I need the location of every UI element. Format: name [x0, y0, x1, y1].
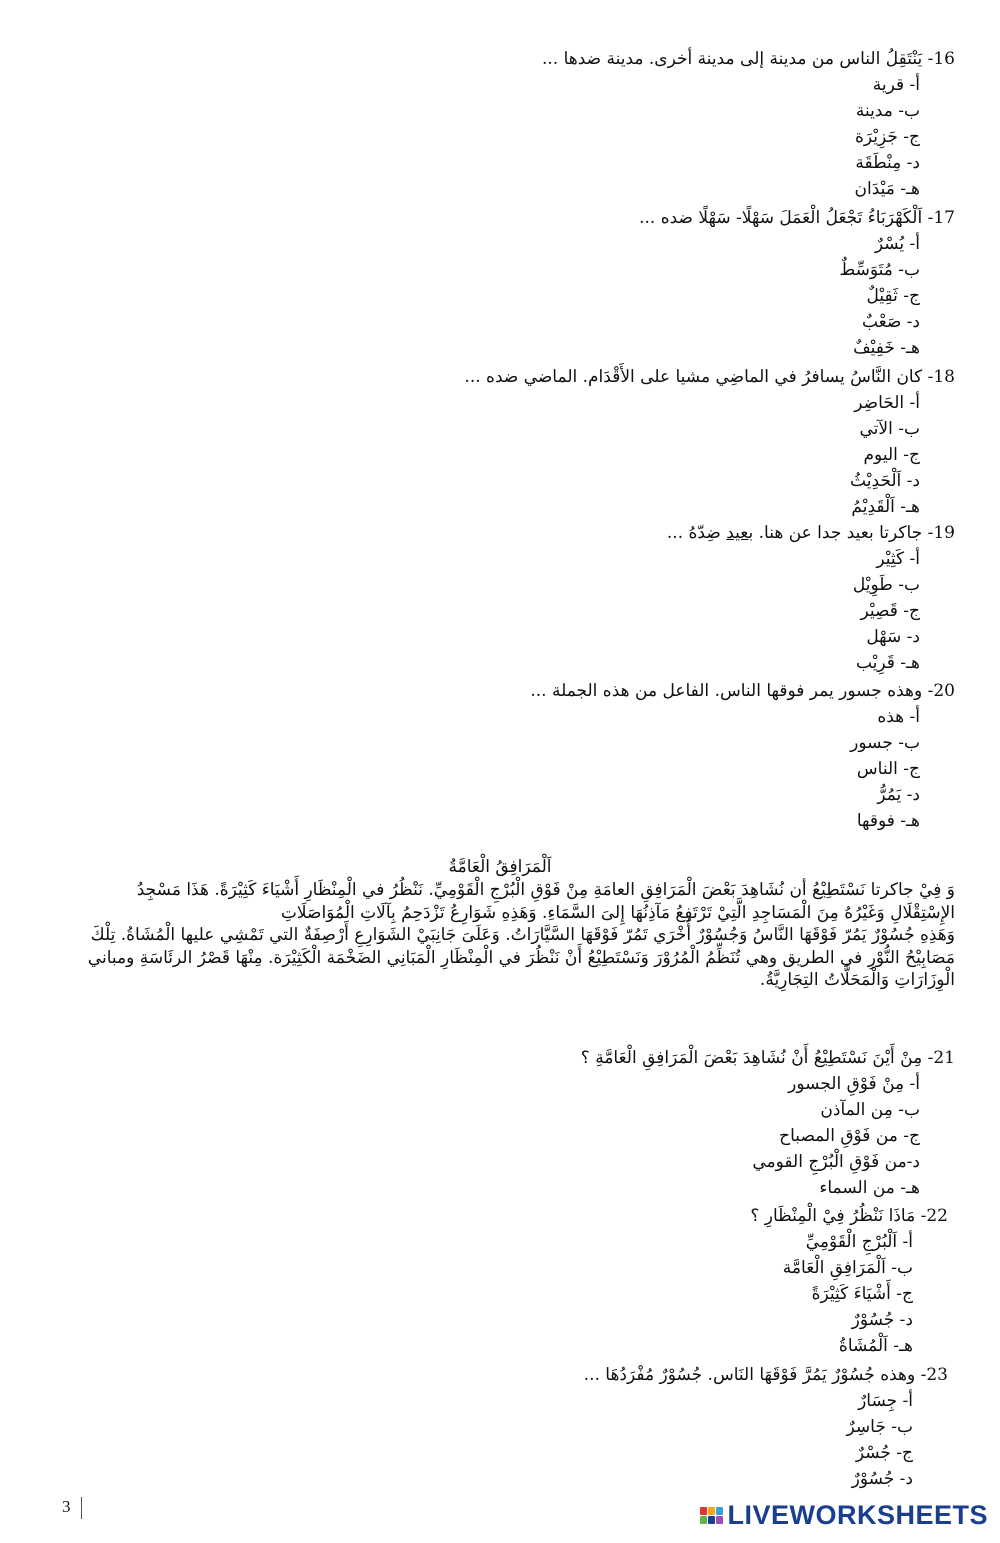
reading-text [45, 879, 955, 992]
question-stem: 17- اَلْكَهْرَبَاءُ تَجْعَلُ الْعَمَلَ سَهْلًا- سَهْلًا ضده ... [639, 208, 955, 228]
page-number: 3 [62, 1497, 71, 1516]
option-a[interactable]: أ- اَلْبُرْجِ الْقَوْمِيِّ [805, 1232, 913, 1252]
option-c[interactable]: ج- اليوم [863, 445, 920, 465]
question-stem: 23- وهذه جُسُوْرٌ يَمُرَّ فَوْقَهَا النَاس. جُسُوْرٌ مُفْرَدُهَا ... [583, 1365, 948, 1385]
option-a[interactable]: أ- جِسَارٌ [858, 1391, 913, 1411]
option-a[interactable]: أ- قرية [872, 75, 920, 95]
option-d[interactable]: د-من فَوْقِ الْبُرْجِ القومي [752, 1152, 920, 1172]
reading-line: الإِسْتِقْلَالِ وَغَيْرُهُ مِنَ الْمَسَاجِدِ الَّتِيْ تَرْتَفِعُ مَآذِنُهَا إِلىَ السَّمَاءِ. وَهَذِهِ شَوَارِعُ تَزْدَحِمُ بِآلَاتِ الْمُوَاصَلَاتِ [280, 902, 955, 923]
option-b[interactable]: ب- طَوِيْل [852, 575, 920, 595]
option-d[interactable]: د- سَهْل [866, 627, 920, 647]
option-e[interactable]: هـ- اَلْمُشَاةُ [838, 1336, 913, 1356]
option-c[interactable]: ج- الناس [856, 759, 920, 779]
question-22 [48, 1203, 948, 1359]
question-16 [55, 46, 955, 202]
stem-after: ضِدّهُ ... [666, 523, 727, 543]
option-d[interactable]: د- يَمُرُّ [877, 785, 920, 805]
option-d[interactable]: د- جُسُوْرٌ [851, 1469, 913, 1489]
question-17 [55, 205, 955, 361]
underlined-word: بعيد [726, 523, 754, 543]
question-stem [55, 520, 955, 546]
question-stem: 22- مَاذَا نَنْظُرُ فِيْ الْمِنْظَارِ ؟ [750, 1206, 948, 1226]
option-b[interactable]: ب- مُتَوَسِّطٌ [839, 260, 920, 280]
reading-line: وَهَذِهِ جُسُوْرٌ يَمُرّ فَوْقَهَا النَّاسُ وَجُسُوْرٌ أُخْرَي تَمُرّ فَوْقَهَا السَّيَّارَاتُ. وَعَلَىَ جَانِبَيْ الشَوَارِعِ أَرْصِفَةٌ التي تَمْشِي عليها الْمُشَاةُ. تِلْكَ [90, 925, 955, 945]
option-c[interactable]: ج- جَزِيْرَة [854, 127, 920, 147]
option-b[interactable]: ب- مِن المآذن [820, 1100, 920, 1120]
option-c[interactable]: ج- ثَقِيْلٌ [866, 286, 920, 306]
option-b[interactable]: ب- اَلْمَرَافِقِ الْعَامَّة [782, 1258, 913, 1278]
option-e[interactable]: هـ- خَفِيْفٌ [853, 338, 920, 358]
option-d[interactable]: د- اَلْحَدِيْثُ [850, 471, 920, 491]
option-d[interactable]: د- جُسُوْرٌ [851, 1310, 913, 1330]
question-21 [55, 1045, 955, 1201]
option-b[interactable]: ب- مدينة [855, 101, 920, 121]
option-d[interactable]: د- صَعْبٌ [861, 312, 920, 332]
option-e[interactable]: هـ- فوقها [856, 811, 920, 831]
footer-divider [81, 1497, 82, 1519]
option-b[interactable]: ب- جَاسِرٌ [846, 1417, 913, 1437]
option-b[interactable]: ب- جسور [850, 733, 920, 753]
option-a[interactable]: أ- مِنْ فَوْقِ الجسور [788, 1074, 920, 1094]
question-stem: 18- كان النَّاسُ يسافرُ في الماضِي مشيا على الأَقْدَام. الماضي ضده ... [464, 367, 955, 387]
stem-before: 19- جاكرتا بعيد جدا عن هنا. [753, 523, 955, 543]
question-18 [55, 364, 955, 520]
logo-grid-icon [700, 1507, 723, 1524]
option-c[interactable]: ج- من فَوْقِ المصباح [779, 1126, 920, 1146]
option-e[interactable]: هـ- قَرِيْب [855, 653, 920, 673]
reading-line: مَصَابِيْحُ النُّوْرِ في الطريق وهي تُنَظِّمُ الْمُرُوْرَ وَنَسْتَطِيْعُ أَنْ نَنْظُرَ في الْمِنْظَارِ الْمَبَانِي الضَخْمَة الْكَثِيْرَة. مِنْهَا قَصْرُ الرئَاسَةِ ومباني [87, 947, 955, 968]
option-b[interactable]: ب- الآتي [859, 419, 920, 439]
reading-passage [45, 855, 955, 992]
option-e[interactable]: هـ- مَيْدَان [854, 179, 920, 199]
brand-name: LIVEWORKSHEETS [727, 1500, 988, 1530]
option-d[interactable]: د- مِنْطَقَة [855, 153, 920, 173]
reading-line: الْوِزَارَاتِ وَالْمَحَلَّاتُ التِجَارِيَّةُ. [759, 970, 955, 990]
option-a[interactable]: أ- كَثِيْر [876, 549, 920, 569]
option-a[interactable]: أ- هذه [877, 707, 920, 727]
question-19 [55, 520, 955, 676]
option-a[interactable]: أ- يُسْرٌ [874, 234, 920, 254]
question-stem: 16- يَنْتَقِلُ الناس من مدينة إلى مدينة أخرى. مدينة ضدها ... [541, 49, 955, 69]
option-c[interactable]: ج- جُسْرٌ [855, 1443, 913, 1463]
question-stem: 21- مِنْ أَيْنَ نَسْتَطِيْعُ أَنْ نُشَاهِدَ بَعْضَ الْمَرَافِقِ الْعَامَّةِ ؟ [580, 1048, 955, 1068]
liveworksheets-logo[interactable] [700, 1500, 988, 1531]
option-c[interactable]: ج- أَشْيَاءَ كَثِيْرَةً [811, 1284, 913, 1304]
option-e[interactable]: هـ- اَلْقَدِيْمُ [851, 497, 920, 517]
reading-line: وَ فِيْ جاكرتا نَسْتَطِيْعُ أن نُشَاهِدَ بَعْضَ الْمَرَافِقِ العامَةِ مِنْ فَوْقِ الْبُرْجِ الْقَوْمِيِّ. نَنْظُرُ في الْمِنْظَارِ أَشْيَاءَ كَثِيْرَةً. هَذَا مَسْجِدُ [136, 880, 955, 900]
question-20 [55, 678, 955, 834]
question-23 [48, 1362, 948, 1492]
option-e[interactable]: هـ- من السماء [819, 1178, 920, 1198]
option-c[interactable]: ج- قَصِيْر [860, 601, 920, 621]
option-a[interactable]: أ- الحَاضِر [854, 393, 920, 413]
question-stem: 20- وهذه جسور يمر فوقها الناس. الفاعل من هذه الجملة ... [530, 681, 955, 701]
reading-title: اَلْمَرَافِقُ الْعَامَّةُ [448, 857, 552, 877]
